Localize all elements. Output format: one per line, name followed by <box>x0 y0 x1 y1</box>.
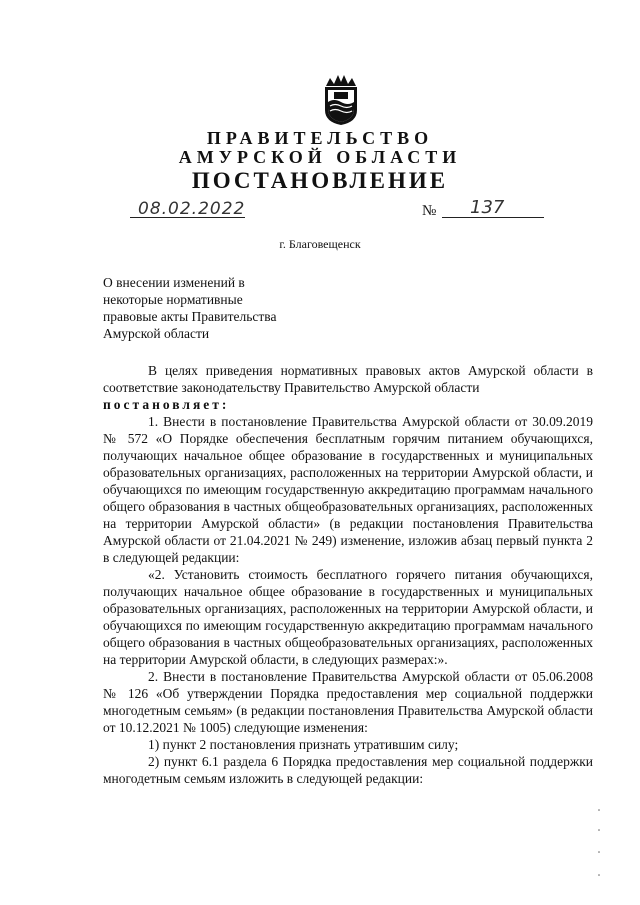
document-number: 137 <box>470 197 505 218</box>
date-underline <box>130 217 245 218</box>
decree-word: постановляет: <box>103 397 230 412</box>
clause-1-paragraph: 1. Внести в постановление Правительства Амурской области от 30.09.2019 № 572 «О Порядке обеспечения бесплатным горячим питанием обучающихся, получающих начальное общее образование в государственных и муниципальных образовательных организациях, расположенных на территории Амурской области, и обучающихся по имеющим государственную аккредитацию программам начального общего образования в частных общеобразовательных организациях, расположенных на территории Амурской области» (в редакции постановления Правительства Амурской области от 21.04.2021 № 249) изменение, изложив абзац первый пункта 2 в следующей редакции: <box>103 414 593 565</box>
document-body <box>103 362 593 787</box>
document-subject <box>103 274 303 342</box>
clause-2-item-1: 1) пункт 2 постановления признать утратившим силу; <box>148 737 459 752</box>
subject-line: Амурской области <box>103 326 210 341</box>
clause-1-quote-paragraph: «2. Установить стоимость бесплатного горячего питания обучающихся, получающих начальное общее образование в государственных и муниципальных образовательных организациях, расположенных на территории Амурской области, и обучающихся по имеющим государственную аккредитацию программам начального общего образования в частных общеобразовательных организациях, расположенных на территории Амурской области, в следующих размерах:». <box>103 567 593 667</box>
scan-artifact-dots <box>596 800 602 900</box>
city-label: г. Благовещенск <box>279 237 361 251</box>
number-underline <box>442 217 544 218</box>
number-sign: № <box>422 203 437 219</box>
subject-line: некоторые нормативные <box>103 292 243 307</box>
organization-name-line1: ПРАВИТЕЛЬСТВО <box>206 128 434 148</box>
subject-line: О внесении изменений в <box>103 275 245 290</box>
clause-2-paragraph: 2. Внести в постановление Правительства Амурской области от 05.06.2008 № 126 «Об утверждении Порядка предоставления мер социальной поддержки многодетным семьям» (в редакции постановления Правительства Амурской области от 10.12.2021 № 1005) следующие изменения: <box>103 669 593 735</box>
subject-line: правовые акты Правительства <box>103 309 277 324</box>
coat-of-arms-icon <box>320 72 362 126</box>
preamble-paragraph: В целях приведения нормативных правовых актов Амурской области в соответствие законодательству Правительство Амурской области <box>103 363 593 395</box>
document-type-title: ПОСТАНОВЛЕНИЕ <box>191 168 449 193</box>
document-date: 08.02.2022 <box>138 199 246 219</box>
organization-name-line2: АМУРСКОЙ ОБЛАСТИ <box>178 147 462 167</box>
clause-2-item-2: 2) пункт 6.1 раздела 6 Порядка предоставления мер социальной поддержки многодетным семьям изложить в следующей редакции: <box>103 754 593 786</box>
